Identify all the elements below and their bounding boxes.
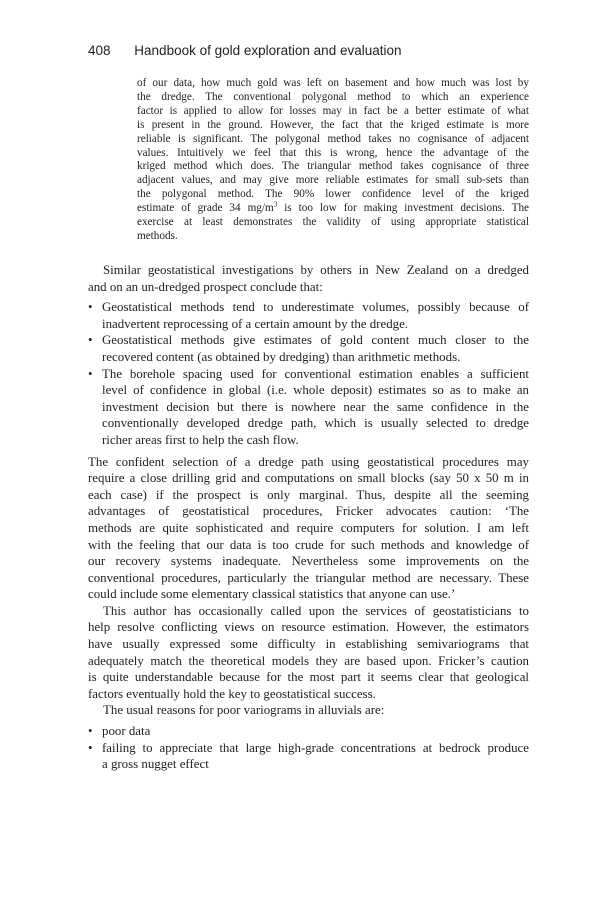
bullet-icon: • [88, 333, 93, 348]
paragraph-line: conventional procedures, particularly the triangular method are necessary. These [88, 570, 529, 585]
quote-line: is present in the ground. However, the fact that the kriged estimate is more [137, 118, 529, 131]
paragraph-line: help resolve conflicting views on resource estimation. However, the estimators [88, 620, 529, 635]
paragraph [88, 702, 529, 719]
bullet-icon: • [88, 724, 93, 739]
paragraph-line: have usually expressed some difficulty in establishing semivariograms that [88, 637, 529, 652]
list-item-line: conventionally developed dredge path, which is usually selected to dredge [102, 416, 529, 431]
quote-line: methods. [137, 229, 178, 242]
quote-line: kriged method which does. The triangular method takes cognisance of three [137, 160, 529, 173]
bullet-icon: • [88, 740, 93, 755]
list-item [88, 723, 529, 740]
list-item-line: a gross nugget effect [102, 757, 209, 772]
paragraph-line: Similar geostatistical investigations by others in New Zealand on a dredged [103, 263, 529, 277]
paragraph-line: is quite understandable because for the most part it seems clear that geological [88, 670, 529, 685]
paragraph [88, 603, 529, 703]
grade-text-rest: is too low for making investment decisions. The [277, 202, 529, 215]
list-item-line: level of confidence in global (i.e. whole deposit) estimates so as to make an [102, 383, 529, 398]
list-item-line: investment decision but there is nowhere near the same confidence in the [102, 399, 529, 414]
list-item-line: The borehole spacing used for conventional estimation enables a sufficient [102, 366, 529, 381]
grade-superscript: 3 [273, 200, 278, 209]
paragraph-line: adequately match the theoretical models they are based upon. Fricker’s caution [88, 653, 529, 668]
running-title: Handbook of gold exploration and evaluation [134, 43, 402, 58]
list-item-line: failing to appreciate that large high-grade concentrations at bedrock produce [102, 740, 529, 755]
running-header [88, 43, 528, 58]
list-item-line: inadvertent reprocessing of a certain amount by the dredge. [102, 316, 409, 331]
paragraph-line: This author has occasionally called upon the services of geostatisticians to [103, 603, 529, 618]
body-text [88, 262, 529, 778]
paragraph-line: with the feeling that our data is too crude for such methods and knowledge of [88, 537, 529, 552]
page-number: 408 [88, 43, 111, 58]
list-item [88, 299, 529, 332]
paragraph-line: The usual reasons for poor variograms in alluvials are: [103, 703, 385, 718]
block-quote [137, 77, 529, 244]
quote-line: factor is applied to allow for losses may in fact be a better estimate of what [137, 104, 529, 117]
paragraph-line: methods are quite sophisticated and require computers for solution. I am left [88, 520, 529, 535]
quote-line: reliable is significant. The polygonal method takes no cognisance of adjacent [137, 132, 529, 145]
quote-line: exercise at least demonstrates the validity of using appropriate statistical [137, 216, 529, 229]
list-item-line: richer areas first to help the cash flow. [102, 432, 299, 447]
paragraph [88, 454, 529, 603]
quote-line: the polygonal method. The 90% lower confidence level of the kriged [137, 188, 529, 201]
paragraph-line: The confident selection of a dredge path using geostatistical procedures may [88, 454, 529, 469]
list-item-line: poor data [102, 724, 151, 739]
quote-line: adjacent values, and may give more reliable estimates for small sub-sets than [137, 174, 529, 187]
paragraph-line: and on an un-dredged prospect conclude that: [88, 279, 323, 294]
paragraph-line: could include some elementary classical statistics that anyone can use.’ [88, 587, 456, 602]
paragraph-line: require a close drilling grid and computations on small blocks (say 50 x 50 m in [88, 471, 529, 486]
list-item [88, 740, 529, 773]
bullet-list [88, 299, 529, 448]
list-item-line: Geostatistical methods tend to underestimate volumes, possibly because of [102, 300, 529, 315]
quote-line: values. Intuitively we feel that this is wrong, hence the advantage of the [137, 146, 529, 159]
paragraph [88, 262, 529, 295]
paragraph-line: advantages of geostatistical procedures, Fricker advocates caution: ‘The [88, 504, 529, 519]
bullet-icon: • [88, 300, 93, 315]
list-item-line: recovered content (as obtained by dredging) than arithmetic methods. [102, 349, 461, 364]
list-item [88, 332, 529, 365]
bullet-list [88, 723, 529, 773]
paragraph-line: each case) if the prospect is only marginal. Thus, despite all the seeming [88, 487, 529, 502]
list-item [88, 366, 529, 449]
paragraph-line: our recovery systems inadequate. Nevertheless some improvements on the [88, 554, 529, 569]
bullet-icon: • [88, 366, 93, 381]
quote-line: the dredge. The conventional polygonal method to which an experience [137, 90, 529, 103]
quote-line: of our data, how much gold was left on basement and how much was lost by [137, 77, 529, 89]
list-item-line: Geostatistical methods give estimates of gold content much closer to the [102, 333, 529, 348]
paragraph-line: factors eventually hold the key to geostatistical success. [88, 686, 376, 701]
grade-text: estimate of grade 34 mg/m [137, 202, 274, 215]
quote-line-grade [137, 202, 529, 216]
